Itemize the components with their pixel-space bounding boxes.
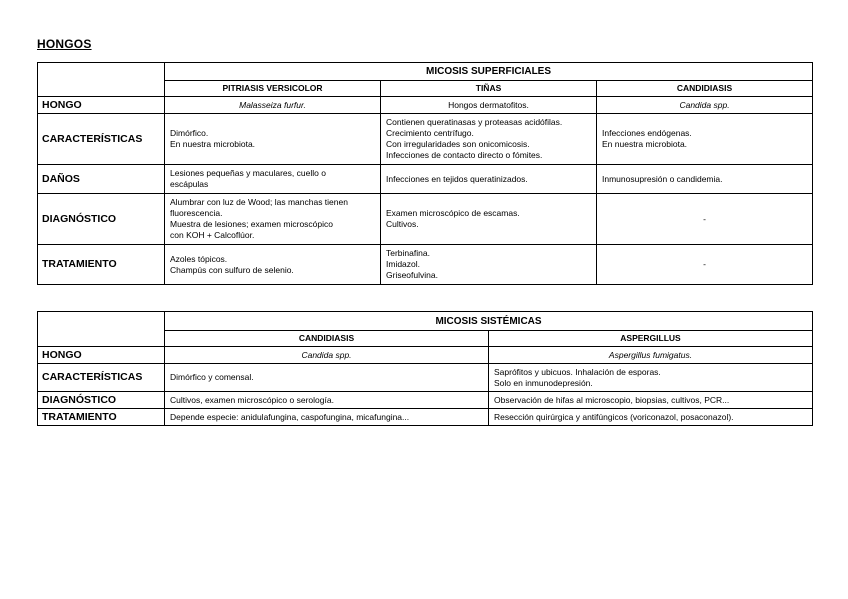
- group-title: MICOSIS SISTÉMICAS: [165, 312, 813, 331]
- cell-line: con KOH + Calcoflúor.: [170, 230, 255, 240]
- cell-line: En nuestra microbiota.: [602, 139, 688, 149]
- cell-line: -: [703, 213, 706, 224]
- cell-line: Champús con sulfuro de selenio.: [170, 264, 294, 275]
- cell: [489, 409, 813, 426]
- cell-line: Inmunosupresión o candidemia.: [602, 173, 723, 184]
- column-header-candidiasis: CANDIDIASIS: [165, 331, 489, 347]
- cell-line: Infecciones en tejidos queratinizados.: [386, 173, 528, 184]
- cell-line: Cultivos, examen microscópico o serología.: [170, 394, 334, 405]
- document-title: HONGOS: [37, 37, 92, 51]
- cell-line: Observación de hifas al microscopio, biopsias, cultivos, PCR...: [494, 394, 730, 405]
- cell-line: En nuestra microbiota.: [170, 139, 256, 149]
- cell-line: Imidazol.: [386, 259, 421, 269]
- cell-line: Examen microscópico de escamas.: [386, 208, 520, 218]
- cell-line: Resección quirúrgica y antifúngicos (voriconazol, posaconazol).: [494, 411, 734, 422]
- column-header-aspergillus: ASPERGILLUS: [489, 331, 813, 347]
- cell-line: Candida spp.: [301, 349, 352, 360]
- cell: [381, 97, 597, 114]
- column-header-candidiasis: CANDIDIASIS: [597, 81, 813, 97]
- column-header-tinas: TIÑAS: [381, 81, 597, 97]
- cell-line: Infecciones de contacto directo o fómites.: [386, 150, 543, 160]
- cell: [381, 165, 597, 194]
- cell-line: Crecimiento centrífugo.: [386, 128, 474, 138]
- corner-cell: [38, 312, 165, 347]
- cell: [165, 392, 489, 409]
- cell-line: Saprófitos y ubicuos. Inhalación de esporas.: [494, 366, 661, 377]
- cell: [597, 194, 813, 245]
- cell: [597, 165, 813, 194]
- cell-line: Terbinafina.: [386, 248, 430, 258]
- cell-line: Aspergillus fumigatus.: [608, 349, 693, 360]
- cell-line: escápulas: [170, 179, 209, 189]
- corner-cell: [38, 63, 165, 97]
- cell: [165, 114, 381, 165]
- cell-line: Lesiones pequeñas y maculares, cuello o: [170, 168, 326, 178]
- cell-line: Con irregularidades son onicomicosis.: [386, 139, 530, 149]
- row-label-tratamiento: TRATAMIENTO: [38, 409, 165, 426]
- cell-line: Depende especie: anidulafungina, caspofungina, micafungina...: [170, 411, 410, 422]
- cell: [165, 364, 489, 392]
- cell: [165, 194, 381, 245]
- row-label-caracteristicas: CARACTERÍSTICAS: [38, 364, 165, 392]
- cell-line: Candida spp.: [679, 99, 730, 110]
- cell-line: Solo en inmunodepresión.: [494, 377, 593, 388]
- cell-line: Griseofulvina.: [386, 270, 438, 280]
- row-label-caracteristicas: CARACTERÍSTICAS: [38, 114, 165, 165]
- cell: [597, 114, 813, 165]
- cell-line: Hongos dermatofitos.: [448, 99, 529, 110]
- cell-line: Cultivos.: [386, 219, 419, 229]
- cell: [381, 194, 597, 245]
- cell-line: Azoles tópicos.: [170, 253, 228, 264]
- row-label-diagnostico: DIAGNÓSTICO: [38, 194, 165, 245]
- row-label-hongo: HONGO: [38, 347, 165, 364]
- systemic-mycoses-table: [37, 311, 813, 426]
- row-label-hongo: HONGO: [38, 97, 165, 114]
- cell: [165, 347, 489, 364]
- cell: [597, 97, 813, 114]
- cell: [597, 245, 813, 285]
- cell-line: Muestra de lesiones; examen microscópico: [170, 219, 333, 229]
- cell: [381, 245, 597, 285]
- cell-line: Dimórfico y comensal.: [170, 372, 254, 382]
- cell: [489, 347, 813, 364]
- cell-line: Contienen queratinasas y proteasas acidófilas.: [386, 117, 563, 127]
- cell-line: Dimórfico.: [170, 128, 209, 138]
- cell: [165, 245, 381, 285]
- row-label-tratamiento: TRATAMIENTO: [38, 245, 165, 285]
- row-label-diagnostico: DIAGNÓSTICO: [38, 392, 165, 409]
- superficial-mycoses-table: [37, 62, 813, 285]
- cell-line: -: [703, 259, 706, 269]
- cell: [165, 97, 381, 114]
- cell: [165, 165, 381, 194]
- cell: [489, 392, 813, 409]
- cell: [165, 409, 489, 426]
- column-header-pitiriasis: PITRIASIS VERSICOLOR: [165, 81, 381, 97]
- cell: [381, 114, 597, 165]
- cell-line: Malasseiza furfur.: [239, 99, 306, 110]
- cell: [489, 364, 813, 392]
- cell-line: Infecciones endógenas.: [602, 128, 692, 138]
- row-label-danos: DAÑOS: [38, 165, 165, 194]
- cell-line: Alumbrar con luz de Wood; las manchas tienen: [170, 197, 348, 207]
- group-title: MICOSIS SUPERFICIALES: [165, 63, 813, 81]
- cell-line: fluorescencia.: [170, 208, 223, 218]
